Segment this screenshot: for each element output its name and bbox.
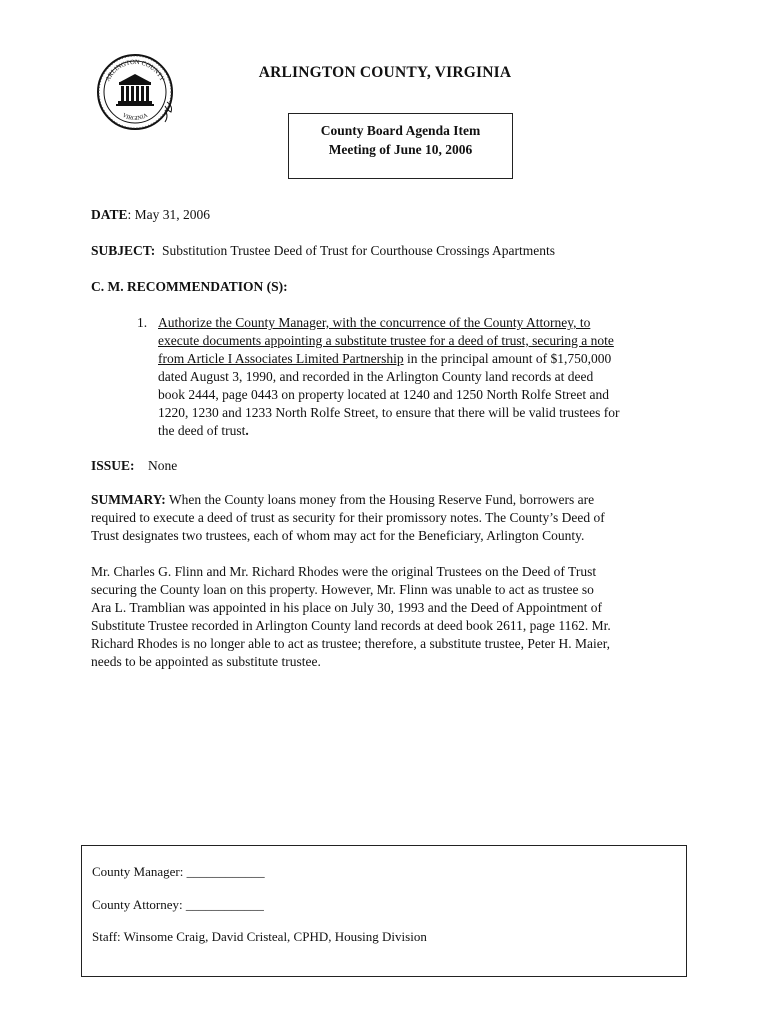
summary-line: required to execute a deed of trust as security for their promissory notes. The County’s Deed of bbox=[91, 510, 605, 525]
rec-line: the deed of trust bbox=[158, 423, 246, 438]
summary-line: Trust designates two trustees, each of whom may act for the Beneficiary, Arlington County. bbox=[91, 528, 585, 543]
issue-line bbox=[91, 457, 177, 475]
paragraph-line: needs to be appointed as substitute trustee. bbox=[91, 654, 321, 669]
paragraph-line: Mr. Charles G. Flinn and Mr. Richard Rhodes were the original Trustees on the Deed of Trust bbox=[91, 564, 597, 579]
seal-bottom-text: VIRGINIA bbox=[121, 112, 149, 123]
recommendation-heading: C. M. RECOMMENDATION (S): bbox=[91, 279, 288, 294]
rec-underlined-line: Authorize the County Manager, with the concurrence of the County Attorney, to bbox=[158, 315, 591, 330]
meeting-date: Meeting of June 10, 2006 bbox=[328, 142, 473, 157]
trustee-history-paragraph bbox=[91, 563, 681, 671]
signature-box bbox=[81, 845, 687, 977]
paragraph-line: Richard Rhodes is no longer able to act as trustee; therefore, a substitute trustee, Peter H. Maier, bbox=[91, 636, 611, 651]
paragraph-line: Substitute Trustee recorded in Arlington County land records at deed book 2611, page 1162. Mr. bbox=[91, 618, 611, 633]
recommendation-number: 1. bbox=[137, 315, 148, 330]
date-line bbox=[91, 206, 210, 224]
seal-top-text: ARLINGTON COUNTY bbox=[104, 58, 166, 83]
county-attorney-line: County Attorney: ____________ bbox=[92, 897, 264, 912]
date-label: DATE bbox=[91, 207, 128, 222]
rec-line-rest: in the principal amount of $1,750,000 bbox=[403, 351, 612, 366]
issue-value: None bbox=[148, 458, 178, 473]
page-title: ARLINGTON COUNTY, VIRGINIA bbox=[258, 64, 512, 81]
paragraph-line: Ara L. Tramblian was appointed in his place on July 30, 1993 and the Deed of Appointment of bbox=[91, 600, 603, 615]
agenda-item-box bbox=[288, 113, 513, 179]
date-value: : May 31, 2006 bbox=[127, 207, 211, 222]
agenda-item-label: County Board Agenda Item bbox=[320, 123, 481, 138]
rec-underlined-line: execute documents appointing a substitute trustee for a deed of trust, securing a note bbox=[158, 333, 614, 348]
summary-label: SUMMARY: bbox=[91, 492, 166, 507]
summary-paragraph bbox=[91, 491, 681, 545]
staff-line: Staff: Winsome Craig, David Cristeal, CPHD, Housing Division bbox=[92, 929, 427, 944]
rec-line: book 2444, page 0443 on property located at 1240 and 1250 North Rolfe Street and bbox=[158, 387, 610, 402]
paragraph-line: securing the County loan on this property. However, Mr. Flinn was unable to act as trustee so bbox=[91, 582, 594, 597]
subject-label: SUBJECT: bbox=[91, 243, 156, 258]
rec-underlined-line: from Article I Associates Limited Partnership bbox=[158, 351, 404, 366]
rec-line: 1220, 1230 and 1233 North Rolfe Street, to ensure that there will be valid trustees for bbox=[158, 405, 620, 420]
subject-line bbox=[91, 242, 555, 260]
county-manager-line: County Manager: ____________ bbox=[92, 864, 265, 879]
subject-value: Substitution Trustee Deed of Trust for Courthouse Crossings Apartments bbox=[162, 243, 556, 258]
rec-line: dated August 3, 1990, and recorded in the Arlington County land records at deed bbox=[158, 369, 594, 384]
recommendation-text bbox=[158, 314, 678, 440]
svg-text:VIRGINIA bbox=[121, 112, 150, 122]
rec-end-period: . bbox=[245, 423, 249, 438]
issue-label: ISSUE: bbox=[91, 458, 135, 473]
summary-line: When the County loans money from the Housing Reserve Fund, borrowers are bbox=[165, 492, 595, 507]
